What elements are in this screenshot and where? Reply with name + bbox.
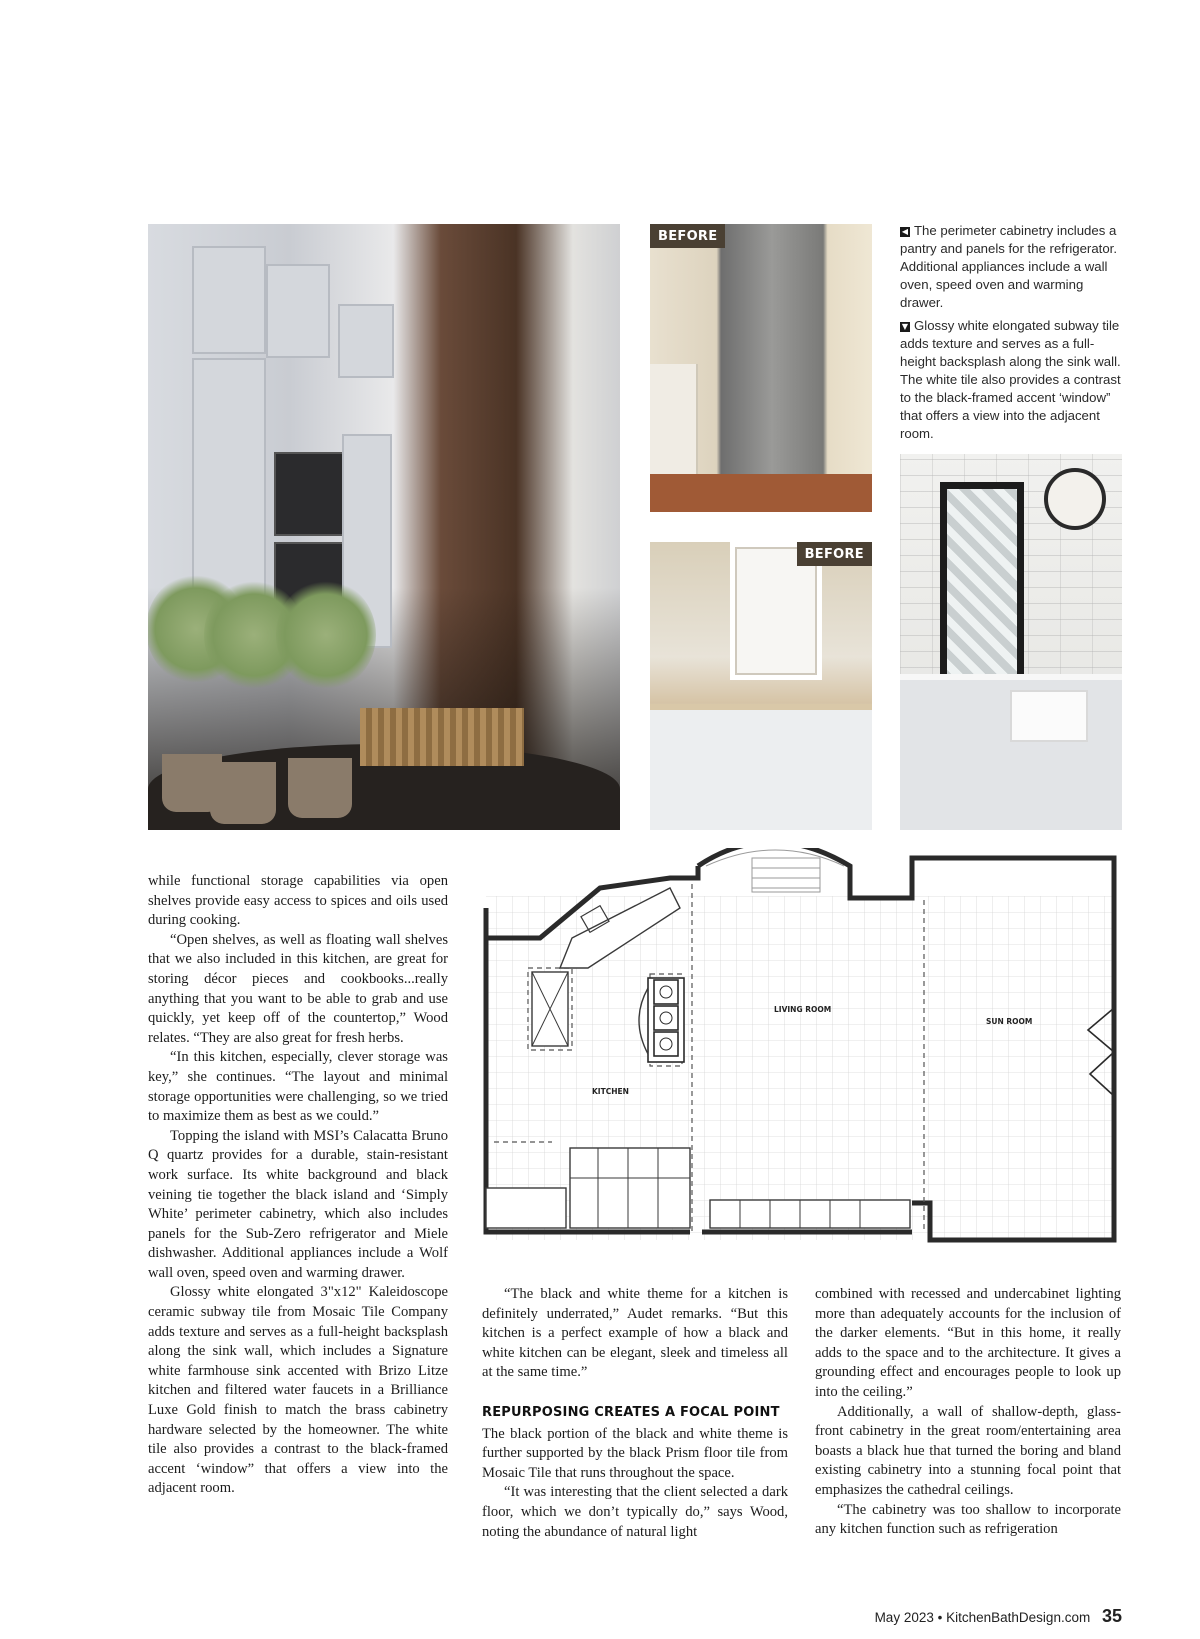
page-footer	[875, 1606, 1122, 1627]
paragraph: The black portion of the black and white theme is further supported by the black Prism floor tile from Mosaic Tile that runs throughout the space.	[482, 1425, 788, 1481]
article-column-2	[482, 1285, 788, 1542]
page-number: 35	[1101, 1606, 1122, 1626]
upper-cabinet	[338, 304, 394, 378]
website: KitchenBathDesign.com	[946, 1610, 1091, 1625]
caption: ▼ Glossy white elongated subway tile adds texture and serves as a full-height backsplash along the sink wall. The white tile also provides a contrast to the black-framed accent ‘window” that offers a view into the adjacent room.	[900, 318, 1121, 441]
article-column-3	[815, 1285, 1121, 1540]
woven-chair	[360, 708, 524, 766]
accent-window	[940, 482, 1024, 688]
paragraph: while functional storage capabilities via open shelves provide easy access to spices and oils used during cooking.	[148, 873, 448, 929]
paragraph: “The black and white theme for a kitchen is definitely underrated,” Audet remarks. “But this kitchen is a perfect example of how a black and white kitchen can be elegant, sleek and timeless all at the same time.”	[482, 1286, 788, 1381]
paragraph: combined with recessed and undercabinet lighting more than adequately accounts for the inclusion of the darker elements. “But in this home, it really adds to the space and to the architecture. It gives a grounding effect and encourages people to look up into the ceiling.”	[815, 1286, 1121, 1400]
drawer-stack	[650, 364, 698, 484]
base-cabinets	[650, 704, 872, 830]
before-badge: BEFORE	[797, 542, 872, 566]
topiary	[276, 580, 376, 690]
plant-pot	[210, 762, 276, 824]
before-photo-refrigerator	[650, 224, 872, 512]
paragraph: “It was interesting that the client selected a dark floor, which we don’t typically do,” says Wood, noting the abundance of natural light	[482, 1484, 788, 1540]
arrow-down-icon: ▼	[901, 322, 909, 331]
upper-cabinet	[266, 264, 330, 358]
paragraph: Glossy white elongated 3"x12" Kaleidoscope ceramic subway tile from Mosaic Tile Company adds texture and serves as a full-height backsplash along the sink wall, which includes a Signature white farmhouse sink accented with Brizo Litze kitchen and filtered water faucets in a Brilliance Luxe Gold finish to match the brass cabinetry hardware selected by the homeowner. The white tile also provides a contrast to the black-framed accent ‘window” that offers a view into the adjacent room.	[148, 1284, 448, 1497]
living-room-label: LIVING ROOM	[774, 1005, 832, 1014]
sun-room-label: SUN ROOM	[986, 1017, 1033, 1026]
arrow-left-icon: ◀	[901, 227, 909, 236]
paragraph: “In this kitchen, especially, clever storage was key,” she continues. “The layout and minimal storage opportunities were challenging, so we tried to maximize them as best as we could.”	[148, 1049, 448, 1125]
caption: ◀ The perimeter cabinetry includes a pantry and panels for the refrigerator. Additional appliances include a wall oven, speed oven and warming drawer.	[900, 223, 1117, 310]
wall-oven	[274, 452, 344, 536]
terracotta-floor	[650, 474, 872, 512]
wall-clock	[1044, 468, 1106, 530]
paragraph: “The cabinetry was too shallow to incorporate any kitchen function such as refrigeration	[815, 1501, 1121, 1538]
after-photo-sink-wall	[900, 454, 1122, 830]
paragraph: Topping the island with MSI’s Calacatta Bruno Q quartz provides for a durable, stain-resistant work surface. Its white background and black veining tie together the black island and ‘Simply White’ perimeter cabinetry, which also includes panels for the Sub-Zero refrigerator and Miele dishwasher. Additional appliances include a Wolf wall oven, speed oven and warming drawer.	[148, 1127, 448, 1281]
main-kitchen-photo	[148, 224, 620, 830]
issue-date: May 2023	[874, 1610, 934, 1625]
photo-captions	[900, 222, 1128, 448]
before-badge: BEFORE	[650, 224, 725, 248]
article-column-1	[148, 872, 448, 1499]
kitchen-label: KITCHEN	[592, 1087, 629, 1096]
section-subhead: REPURPOSING CREATES A FOCAL POINT	[482, 1404, 780, 1420]
footer-separator: •	[937, 1610, 943, 1625]
paragraph: Additionally, a wall of shallow-depth, glass-front cabinetry in the great room/entertaining area boasts a black hue that turned the boring and bland existing cabinetry into a stunning focal point that emphasizes the cathedral ceilings.	[815, 1403, 1121, 1498]
floor-plan	[480, 848, 1120, 1258]
plant-pot	[288, 758, 352, 818]
paragraph: “Open shelves, as well as floating wall shelves that we also included in this kitchen, are great for storing décor pieces and cookbooks...really anything that you want to be able to grab and use quickly, yet keep off of the countertop,” Wood relates. “They are also great for fresh herbs.	[148, 931, 448, 1046]
upper-cabinet	[192, 246, 266, 354]
before-photo-sink	[650, 542, 872, 830]
farmhouse-sink	[1010, 690, 1088, 742]
